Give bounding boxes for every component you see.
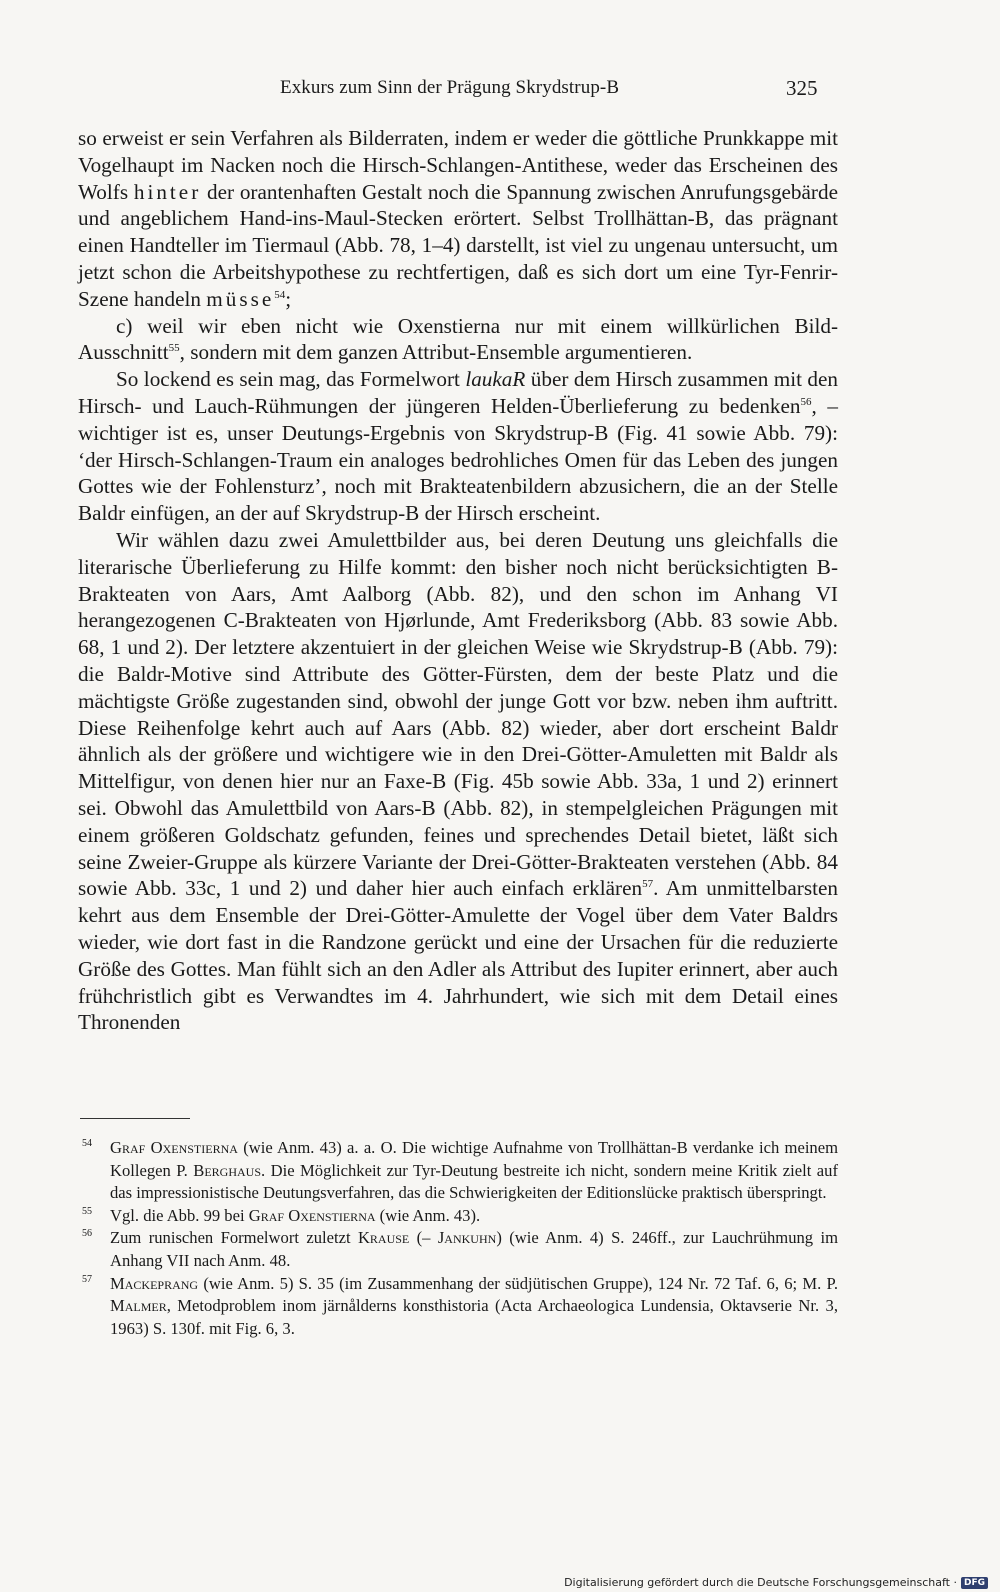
emphasis-spaced: hinter xyxy=(133,179,202,204)
paragraph-4 xyxy=(78,527,838,1036)
text-run: ; xyxy=(285,286,292,311)
footnote-number: 57 xyxy=(82,1273,92,1285)
paragraph-3 xyxy=(78,366,838,527)
text-run: Wir wählen dazu zwei Amulettbilder aus, bei deren Deutung uns gleichfalls die literarische Überlieferung zu Hilfe kommt: den bisher noch nicht berücksichtigten B-Brakteaten von Aars, Amt Aalborg (Abb. 82), und den schon im Anhang VI herangezogenen C-Brakteaten von Hjørlunde, Amt Frederiksborg (Abb. 83 sowie Abb. 68, 1 und 2). Der letztere akzentuiert in der gleichen Weise wie Skrydstrup-B (Abb. 79): die Baldr-Motive sind Attribute des Götter-Fürsten, dem der beste Platz und die mächtigste Größe zugestanden sind, obwohl der junge Gott vor bzw. neben ihm auftritt. Diese Reihenfolge kehrt auch auf Aars (Abb. 82) wieder, aber dort erscheint Baldr ähnlich als der größere und wichtigere wie in den Drei-Götter-Amuletten mit Baldr als Mittelfigur, von denen hier nur an Faxe-B (Fig. 45b sowie Abb. 33a, 1 und 2) erinnert sei. Obwohl das Amulettbild von Aars-B (Abb. 82), in stempelgleichen Prägungen mit einem größeren Goldschatz gefunden, feines und sprechendes Detail bietet, läßt sich seine Zweier-Gruppe als kürzere Variante der Drei-Götter-Brakteaten verstehen (Abb. 84 sowie Abb. 33c, 1 und 2) und daher hier auch einfach erklären xyxy=(78,527,838,901)
text-run: . Die Möglichkeit zur Tyr-Deutung bestreite ich nicht, sondern meine Kritik zielt auf das impressionistische Deutungsverfahren, das die Schwierigkeiten der Editionslücke praktisch überspringt. xyxy=(110,1160,838,1203)
footnote-number: 54 xyxy=(82,1138,92,1149)
text-run: , sondern mit dem ganzen Attribut-Ensemble argumentieren. xyxy=(179,340,693,365)
text-run: (wie Anm. 5) S. 35 (im Zusammenhang der südjütischen Gruppe), 124 Nr. 72 Taf. 6, 6; M. P. xyxy=(198,1273,838,1293)
footnote-number: 55 xyxy=(82,1205,92,1217)
text-run: (wie Anm. 43) a. a. O. Die wichtige Aufnahme von Trollhättan-B verdanke ich meinem Kollegen P. xyxy=(110,1138,838,1180)
author-name: Krause xyxy=(357,1228,410,1248)
text-run: Vgl. die Abb. 99 bei xyxy=(110,1205,249,1225)
running-title: Exkurs zum Sinn der Prägung Skrydstrup-B xyxy=(280,77,620,98)
author-name: Jankuhn xyxy=(437,1228,497,1248)
footnote-56 xyxy=(80,1227,838,1272)
footnote-57 xyxy=(80,1273,838,1341)
emphasis-spaced: müsse xyxy=(206,286,275,311)
credit-text: Digitalisierung gefördert durch die Deutsche Forschungsgemeinschaft · xyxy=(564,1576,957,1589)
paragraph-2 xyxy=(78,313,838,367)
author-name: Graf Oxenstierna xyxy=(110,1138,238,1157)
body-text xyxy=(78,125,838,1036)
footnote-ref[interactable]: 57 xyxy=(642,878,654,891)
page-number: 325 xyxy=(786,76,818,100)
text-run: Zum runischen Formelwort zuletzt xyxy=(110,1228,358,1248)
text-run: über dem Hirsch zusammen mit den Hirsch- und Lauch-Rühmungen der jüngeren Helden-Überlieferung zu bedenken xyxy=(78,367,839,418)
text-run: der orantenhaften Gestalt noch die Spannung zwischen Anrufungsgebärde und angeblichem Hand-ins-Maul-Stecken erörtert. Selbst Trollhättan-B, das prägnant einen Handteller im Tiermaul (Abb. 78, 1–4) darstellt, ist viel zu ungenau untersucht, um jetzt schon die Arbeitshypothese zu rechtfertigen, daß es sich dort um eine Tyr-Fenrir-Szene handeln xyxy=(78,179,838,311)
author-name: Berghaus xyxy=(193,1160,262,1180)
footnote-number: 56 xyxy=(82,1228,92,1240)
text-run: so erweist er sein Verfahren als Bilderraten, indem er weder die göttliche Prunkkappe mit Vogelhaupt im Nacken noch die Hirsch-Schlangen-Antithese, weder das Erscheinen des Wolfs xyxy=(78,126,838,204)
text-run: ) (wie Anm. 4) S. 246ff., zur Lauchrühmung im Anhang VII nach Anm. 48. xyxy=(110,1228,838,1270)
digitization-credit xyxy=(564,1576,988,1589)
text-run: So lockend es sein mag, das Formelwort xyxy=(116,367,466,392)
text-run: , – wichtiger ist es, unser Deutungs-Ergebnis von Skrydstrup-B (Fig. 41 sowie Abb. 79): ‘der Hirsch-Schlangen-Traum ein analoges bedrohliches Omen für das Leben des jungen Gottes wie der Fohlensturz’, noch mit Brakteatenbildern abzusichern, die an der Stelle Baldr einfügen, an der auf Skrydstrup-B der Hirsch erscheint. xyxy=(78,393,839,526)
text-run: , Metodproblem inom järnålderns konsthistoria (Acta Archaeologica Lundensia, Oktavserie Nr. 3, 1963) S. 130f. mit Fig. 6, 3. xyxy=(110,1296,838,1338)
italic-term: laukaR xyxy=(465,367,526,392)
footnote-54 xyxy=(80,1137,838,1205)
author-name: Graf Oxenstierna xyxy=(248,1205,376,1225)
text-run: (wie Anm. 43). xyxy=(375,1205,481,1225)
paragraph-1 xyxy=(78,125,838,313)
dfg-logo[interactable]: DFG xyxy=(961,1577,988,1589)
footnote-ref[interactable]: 54 xyxy=(274,288,286,301)
footnote-ref[interactable]: 56 xyxy=(800,395,812,408)
text-run: (– xyxy=(409,1228,438,1248)
author-name: Mackeprang xyxy=(110,1273,199,1293)
footnote-55 xyxy=(80,1205,838,1228)
footnotes xyxy=(80,1137,838,1340)
author-name: Malmer xyxy=(110,1296,167,1316)
text-run: . Am unmittelbarsten kehrt aus dem Ensemble der Drei-Götter-Amulette der Vogel über dem Vater Baldrs wieder, wie dort fast in die Randzone gerückt und eine der Ursachen für die reduzierte Größe des Gottes. Man fühlt sich an den Adler als Attribut des Iupiter erinnert, aber auch frühchristlich gibt es Verwandtes im 4. Jahrhundert, wie sich mit dem Detail eines Thronenden xyxy=(78,876,838,1035)
footnote-ref[interactable]: 55 xyxy=(168,342,180,355)
text-run: c) weil wir eben nicht wie Oxenstierna nur mit einem willkürlichen Bild-Ausschnitt xyxy=(78,313,838,365)
footnote-divider xyxy=(80,1118,190,1119)
